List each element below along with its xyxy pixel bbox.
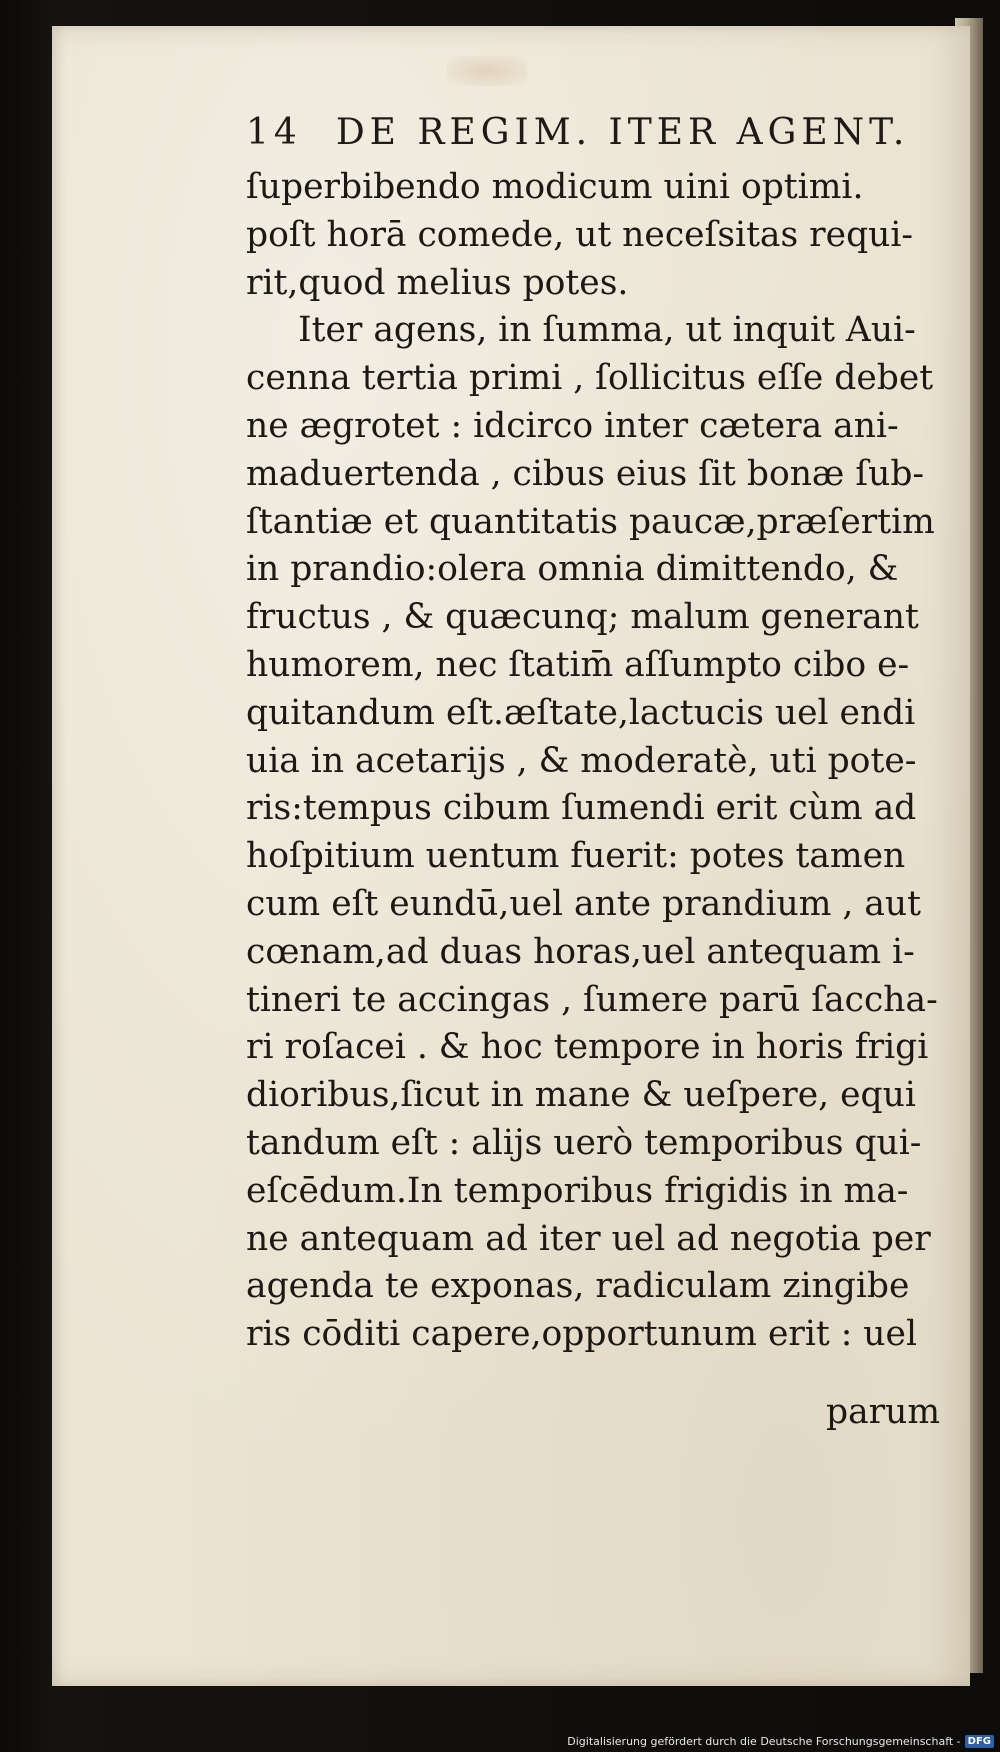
dfg-logo-icon: DFG: [965, 1735, 994, 1748]
text-line: ne antequam ad iter uel ad negotia per: [246, 1218, 931, 1259]
text-line: tandum eſt : alijs uerò temporibus qui-: [246, 1122, 922, 1163]
text-line: ne ægrotet : idcirco inter cætera ani-: [246, 405, 899, 446]
catchword: parum: [826, 1392, 941, 1432]
text-line-paragraph-start: Iter agens, in ſumma, ut inquit Aui-: [298, 310, 916, 351]
running-title: DE REGIM. ITER AGENT.: [335, 112, 910, 153]
text-line: fructus , & quæcunq; malum generant: [246, 597, 919, 638]
paper-stain: [447, 56, 527, 86]
text-line: ris:tempus cibum ſumendi erit cùm ad: [246, 788, 917, 829]
text-line: humorem, nec ſtatim̄ aſſumpto cibo e-: [246, 644, 910, 685]
text-line: hoſpitium uentum fuerit: potes tamen: [246, 836, 906, 877]
text-line: maduertenda , cibus eius ſit bonæ ſub-: [246, 453, 925, 494]
text-line: quitandum eſt.æſtate,lactucis uel endi: [246, 692, 916, 733]
text-line: eſcēdum.In temporibus frigidis in ma-: [246, 1170, 909, 1211]
text-line: cum eſt eundū,uel ante prandium , aut: [246, 883, 922, 924]
text-block: [246, 164, 960, 1359]
text-line: poſt horā comede, ut neceſsitas requi-: [246, 214, 914, 255]
text-line: dioribus,ſicut in mane & ueſpere, equi: [246, 1075, 916, 1116]
text-line: ris cōditi capere,opportunum erit : uel: [246, 1314, 917, 1355]
footer-notice: Digitalisierung gefördert durch die Deutsche Forschungsgemeinschaft -: [567, 1735, 961, 1748]
running-header: [246, 112, 910, 153]
text-line: ri roſacei . & hoc tempore in horis frigi: [246, 1027, 929, 1068]
digitization-footer: [567, 1735, 994, 1748]
text-line: tineri te accingas , ſumere parū ſaccha-: [246, 979, 938, 1020]
text-line: rit,quod melius potes.: [246, 262, 629, 303]
folio-number: 14: [246, 112, 302, 153]
text-line: ſuperbibendo modicum uini optimi.: [246, 167, 864, 207]
text-line: cœnam,ad duas horas,uel antequam i-: [246, 931, 915, 972]
text-line: agenda te exponas, radiculam zingibe: [246, 1266, 910, 1307]
text-line: in prandio:olera omnia dimittendo, &: [246, 549, 899, 590]
text-line: ſtantiæ et quantitatis paucæ,præſertim: [246, 501, 935, 542]
text-line: uia in acetarijs , & moderatè, uti pote-: [246, 740, 917, 781]
text-line: cenna tertia primi , ſollicitus eſſe debet: [246, 358, 934, 399]
